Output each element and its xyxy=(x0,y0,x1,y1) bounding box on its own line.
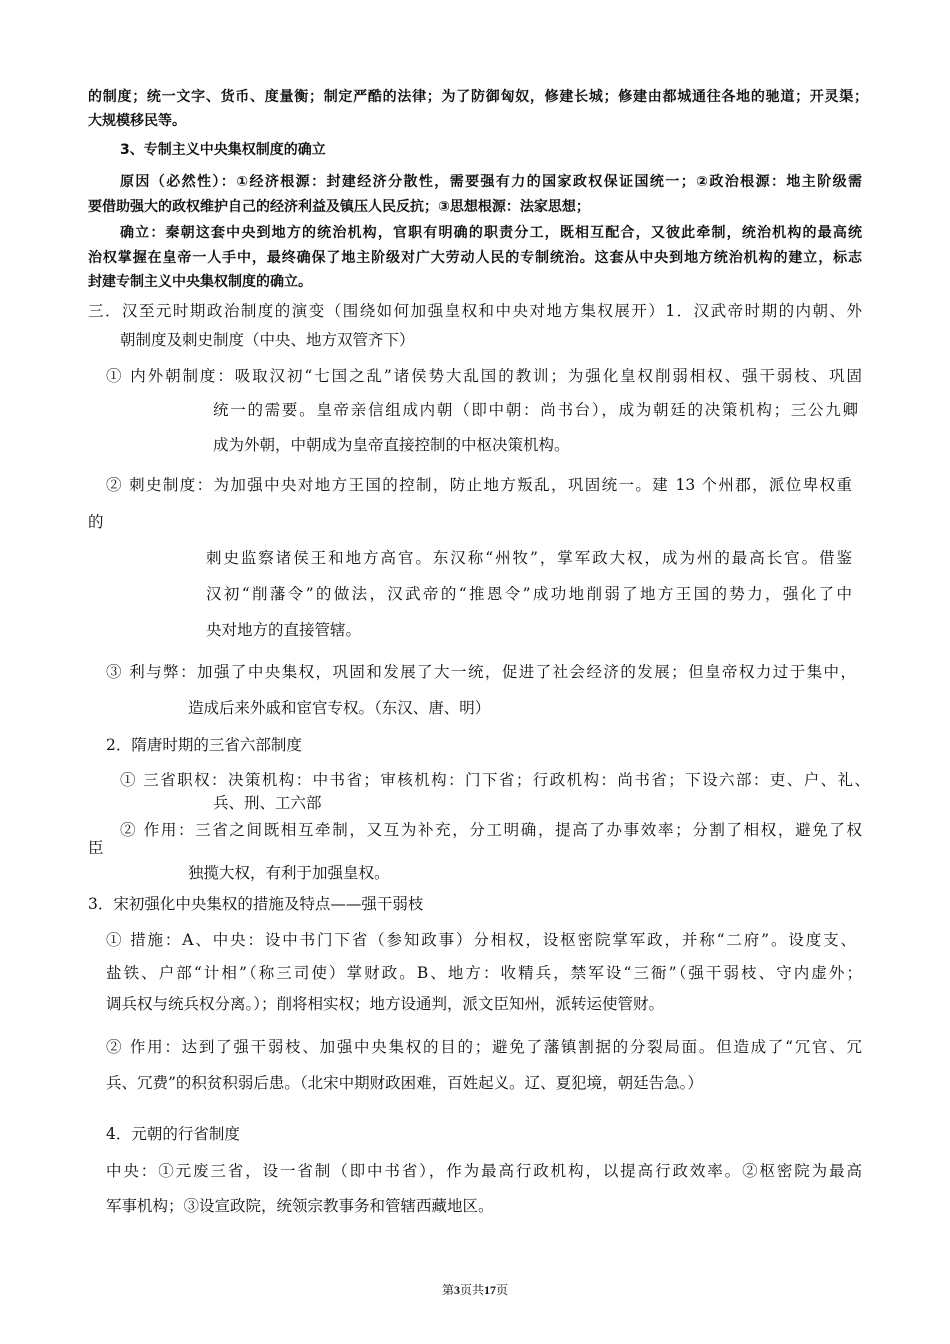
paragraph-line: 统一的需要。皇帝亲信组成内朝（即中朝：尚书台），成为朝廷的决策机构；三公九卿 xyxy=(213,401,858,419)
paragraph-line: ① 内外朝制度：吸取汉初“七国之乱”诸侯势大乱国的教训；为强化皇权削弱相权、强干弱枝、巩固 xyxy=(106,367,862,385)
paragraph-line: 原因（必然性）：①经济根源：封建经济分散性，需要强有力的国家政权保证国统一；②政治根源：地主阶级需 xyxy=(120,174,862,190)
page-footer xyxy=(0,1282,950,1298)
paragraph-line: 调兵权与统兵权分离。）；削将相实权；地方设通判，派文臣知州，派转运使管财。 xyxy=(106,995,665,1013)
subsection-heading: 3．宋初强化中央集权的措施及特点——强干弱枝 xyxy=(88,895,424,913)
paragraph-line: 央对地方的直接管辖。 xyxy=(206,621,362,639)
footer-middle: 页共 xyxy=(459,1283,484,1297)
paragraph-line: ② 刺史制度：为加强中央对地方王国的控制，防止地方叛乱，巩固统一。建 13 个州郡，派位卑权重 xyxy=(106,476,852,494)
section-heading: 3、专制主义中央集权制度的确立 xyxy=(120,142,326,158)
total-pages: 17 xyxy=(484,1283,496,1297)
paragraph-line: 臣 xyxy=(88,839,104,857)
paragraph-line: 成为外朝，中朝成为皇帝直接控制的中枢决策机构。 xyxy=(213,436,570,454)
paragraph-line: 的制度；统一文字、货币、度量衡；制定严酷的法律；为了防御匈奴，修建长城；修建由都城通往各地的驰道；开灵渠； xyxy=(88,89,868,105)
page-number: 3 xyxy=(453,1283,460,1297)
paragraph-line: 刺史监察诸侯王和地方高官。东汉称“州牧”，掌军政大权，成为州的最高长官。借鉴 xyxy=(206,549,852,567)
paragraph-line: 要借助强大的政权维护自己的经济利益及镇压人民反抗；③思想根源：法家思想； xyxy=(88,199,590,215)
paragraph-line: 造成后来外戚和宦官专权。（东汉、唐、明） xyxy=(188,699,491,717)
paragraph-line: 兵、刑、工六部 xyxy=(213,794,322,812)
paragraph-line: 大规模移民等。 xyxy=(88,113,186,129)
paragraph-line: ② 作用：达到了强干弱枝、加强中央集权的目的；避免了藩镇割据的分裂局面。但造成了“冗官、冗 xyxy=(106,1038,862,1056)
paragraph-line: ① 三省职权：决策机构：中书省；审核机构：门下省；行政机构：尚书省；下设六部：吏、户、礼、 xyxy=(120,771,870,789)
paragraph-line: ② 作用：三省之间既相互牵制，又互为补充，分工明确，提高了办事效率；分割了相权，避免了权 xyxy=(120,821,862,839)
paragraph-line: 的 xyxy=(88,513,104,531)
paragraph-line: 治权掌握在皇帝一人手中，最终确保了地主阶级对广大劳动人民的专制统治。这套从中央到地方统治机构的建立，标志 xyxy=(88,250,862,266)
paragraph-line: 独揽大权，有利于加强皇权。 xyxy=(188,864,390,882)
paragraph-line: 盐铁、户部“计相”（称三司使）掌财政。B、地方：收精兵，禁军设“三衙”（强干弱枝、守内虚外； xyxy=(106,964,862,982)
paragraph-line: 封建专制主义中央集权制度的确立。 xyxy=(88,274,312,290)
paragraph-line: ③ 利与弊：加强了中央集权，巩固和发展了大一统，促进了社会经济的发展；但皇帝权力过于集中， xyxy=(106,663,856,681)
paragraph-line: 确立：秦朝这套中央到地方的统治机构，官职有明确的职责分工，既相互配合，又彼此牵制，统治机构的最高统 xyxy=(120,225,862,241)
footer-suffix: 页 xyxy=(496,1283,509,1297)
subsection-heading: 4．元朝的行省制度 xyxy=(106,1125,240,1143)
footer-prefix: 第 xyxy=(441,1283,454,1297)
paragraph-line: 中央：①元废三省，设一省制（即中书省），作为最高行政机构，以提高行政效率。②枢密院为最高 xyxy=(106,1162,862,1180)
paragraph-line: 汉初“削藩令”的做法，汉武帝的“推恩令”成功地削弱了地方王国的势力，强化了中 xyxy=(206,585,852,603)
part-heading: 朝制度及刺史制度（中央、地方双管齐下） xyxy=(120,331,415,349)
paragraph-line: 军事机构；③设宣政院，统领宗教事务和管辖西藏地区。 xyxy=(106,1197,494,1215)
subsection-heading: 2．隋唐时期的三省六部制度 xyxy=(106,736,302,754)
part-heading: 三．汉至元时期政治制度的演变（围绕如何加强皇权和中央对地方集权展开）1．汉武帝时期的内朝、外 xyxy=(88,302,862,320)
paragraph-line: 兵、冗费”的积贫积弱后患。（北宋中期财政困难，百姓起义。辽、夏犯境，朝廷告急。） xyxy=(106,1074,703,1092)
paragraph-line: ① 措施：A、中央：设中书门下省（参知政事）分相权，设枢密院掌军政，并称“二府”。设度支、 xyxy=(106,931,856,949)
